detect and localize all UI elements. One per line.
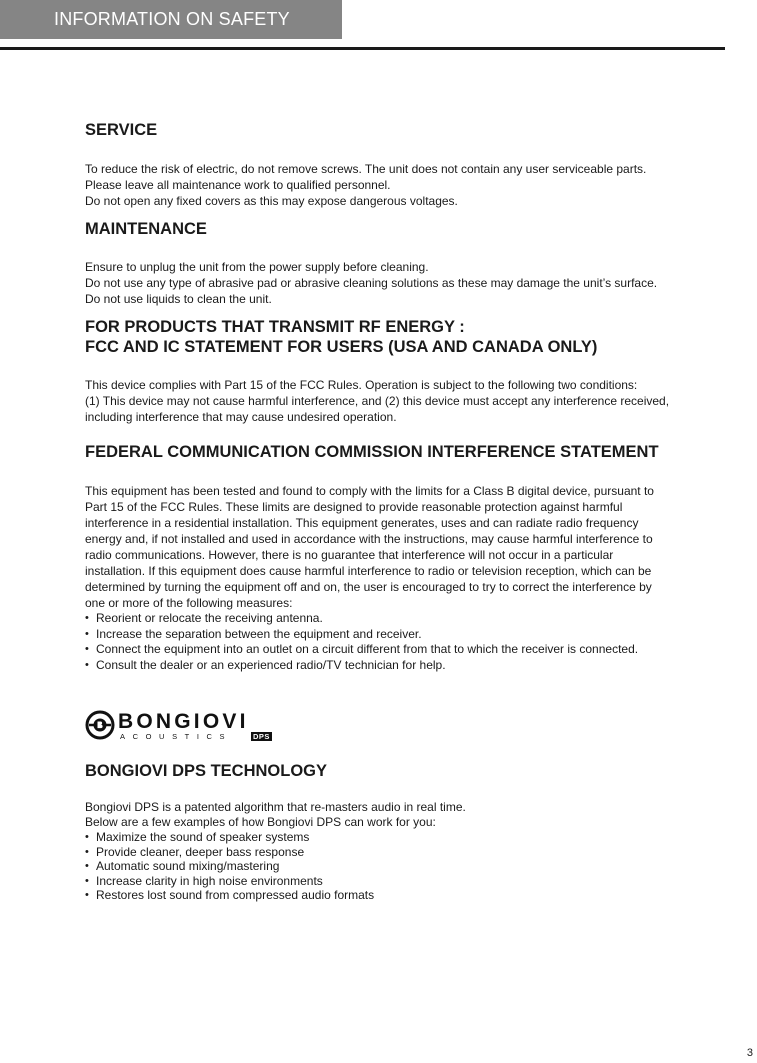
bullet-glyph: • xyxy=(85,860,89,872)
fcc-text xyxy=(85,483,725,611)
list-item-text: Automatic sound mixing/mastering xyxy=(96,859,280,873)
list-item xyxy=(85,845,725,860)
service-line: To reduce the risk of electric, do not remove screws. The unit does not contain any user serviceable parts. xyxy=(85,162,647,176)
list-item xyxy=(85,642,725,658)
bongiovi-line: Bongiovi DPS is a patented algorithm that re-masters audio in real time. xyxy=(85,800,466,814)
bullet-glyph: • xyxy=(85,643,89,655)
bullet-glyph: • xyxy=(85,874,89,887)
bongiovi-benefits-list xyxy=(85,830,725,903)
rf-text xyxy=(85,377,725,425)
list-item xyxy=(85,859,725,874)
list-item-text: Reorient or relocate the receiving antenna. xyxy=(96,611,323,625)
rf-section xyxy=(85,317,725,425)
logo-wordmark: BONGIOVI xyxy=(118,710,249,733)
fcc-heading: FEDERAL COMMUNICATION COMMISSION INTERFERENCE STATEMENT xyxy=(85,443,659,461)
list-item-text: Restores lost sound from compressed audio formats xyxy=(96,888,375,902)
list-item xyxy=(85,874,725,889)
maintenance-heading: MAINTENANCE xyxy=(85,220,207,238)
maintenance-line: Do not use liquids to clean the unit. xyxy=(85,292,272,306)
fcc-line: Part 15 of the FCC Rules. These limits are designed to provide reasonable protection against harmful xyxy=(85,500,623,514)
list-item xyxy=(85,830,725,845)
bongiovi-heading: BONGIOVI DPS TECHNOLOGY xyxy=(85,762,328,780)
bullet-glyph: • xyxy=(85,658,89,671)
fcc-line: determined by turning the equipment off and on, the user is encouraged to try to correct the interference by xyxy=(85,580,652,594)
fcc-line: radio communications. However, there is no guarantee that interference will not occur in a particular xyxy=(85,548,614,562)
bullet-glyph: • xyxy=(85,845,89,858)
service-heading: SERVICE xyxy=(85,121,158,139)
service-section xyxy=(85,120,725,209)
list-item xyxy=(85,658,725,674)
service-line: Do not open any fixed covers as this may expose dangerous voltages. xyxy=(85,194,458,208)
rf-line: (1) This device may not cause harmful interference, and (2) this device must accept any interference received, xyxy=(85,394,670,408)
fcc-line: one or more of the following measures: xyxy=(85,596,293,610)
bullet-glyph: • xyxy=(85,627,89,640)
fcc-line: This equipment has been tested and found to comply with the limits for a Class B digital device, pursuant to xyxy=(85,484,654,498)
bullet-glyph: • xyxy=(85,889,89,901)
bongiovi-logo xyxy=(85,710,285,746)
maintenance-text xyxy=(85,259,725,307)
bongiovi-emblem-icon xyxy=(85,710,115,740)
list-item-text: Consult the dealer or an experienced radio/TV technician for help. xyxy=(96,657,446,672)
bongiovi-line: Below are a few examples of how Bongiovi DPS can work for you: xyxy=(85,815,436,829)
list-item-text: Increase the separation between the equipment and receiver. xyxy=(96,626,422,641)
logo-subline: ACOUSTICS xyxy=(120,732,233,741)
maintenance-section xyxy=(85,219,725,307)
list-item-text: Increase clarity in high noise environments xyxy=(96,873,323,888)
list-item xyxy=(85,627,725,643)
fcc-line: interference in a residential installation. This equipment generates, uses and can radiate radio frequency xyxy=(85,516,639,530)
fcc-line: installation. If this equipment does cause harmful interference to radio or television reception, which can be xyxy=(85,564,652,578)
bongiovi-text xyxy=(85,800,725,830)
section-tab-title: INFORMATION ON SAFETY xyxy=(0,0,342,39)
list-item xyxy=(85,611,725,627)
list-item-text: Provide cleaner, deeper bass response xyxy=(96,844,305,859)
bullet-glyph: • xyxy=(85,612,89,624)
maintenance-line: Ensure to unplug the unit from the power supply before cleaning. xyxy=(85,260,429,274)
rf-heading-line2: FCC AND IC STATEMENT FOR USERS (USA AND CANADA ONLY) xyxy=(85,338,598,356)
service-line: Please leave all maintenance work to qualified personnel. xyxy=(85,178,391,192)
fcc-measures-list xyxy=(85,611,725,673)
bullet-glyph: • xyxy=(85,831,89,843)
header-divider xyxy=(0,47,725,50)
logo-dps-badge: DPS xyxy=(253,732,270,741)
rf-line: This device complies with Part 15 of the FCC Rules. Operation is subject to the following two conditions: xyxy=(85,378,638,392)
fcc-line: energy and, if not installed and used in accordance with the instructions, may cause harmful interference to xyxy=(85,532,653,546)
list-item xyxy=(85,888,725,903)
list-item-text: Maximize the sound of speaker systems xyxy=(96,830,310,844)
list-item-text: Connect the equipment into an outlet on a circuit different from that to which the receiver is connected. xyxy=(96,642,639,656)
fcc-section xyxy=(85,442,725,673)
service-text xyxy=(85,161,725,209)
bongiovi-section xyxy=(85,761,725,903)
maintenance-line: Do not use any type of abrasive pad or abrasive cleaning solutions as these may damage the unit’s surface. xyxy=(85,276,658,290)
rf-heading-line1: FOR PRODUCTS THAT TRANSMIT RF ENERGY : xyxy=(85,318,465,336)
page-number: 3 xyxy=(746,1047,753,1059)
rf-line: including interference that may cause undesired operation. xyxy=(85,410,397,424)
